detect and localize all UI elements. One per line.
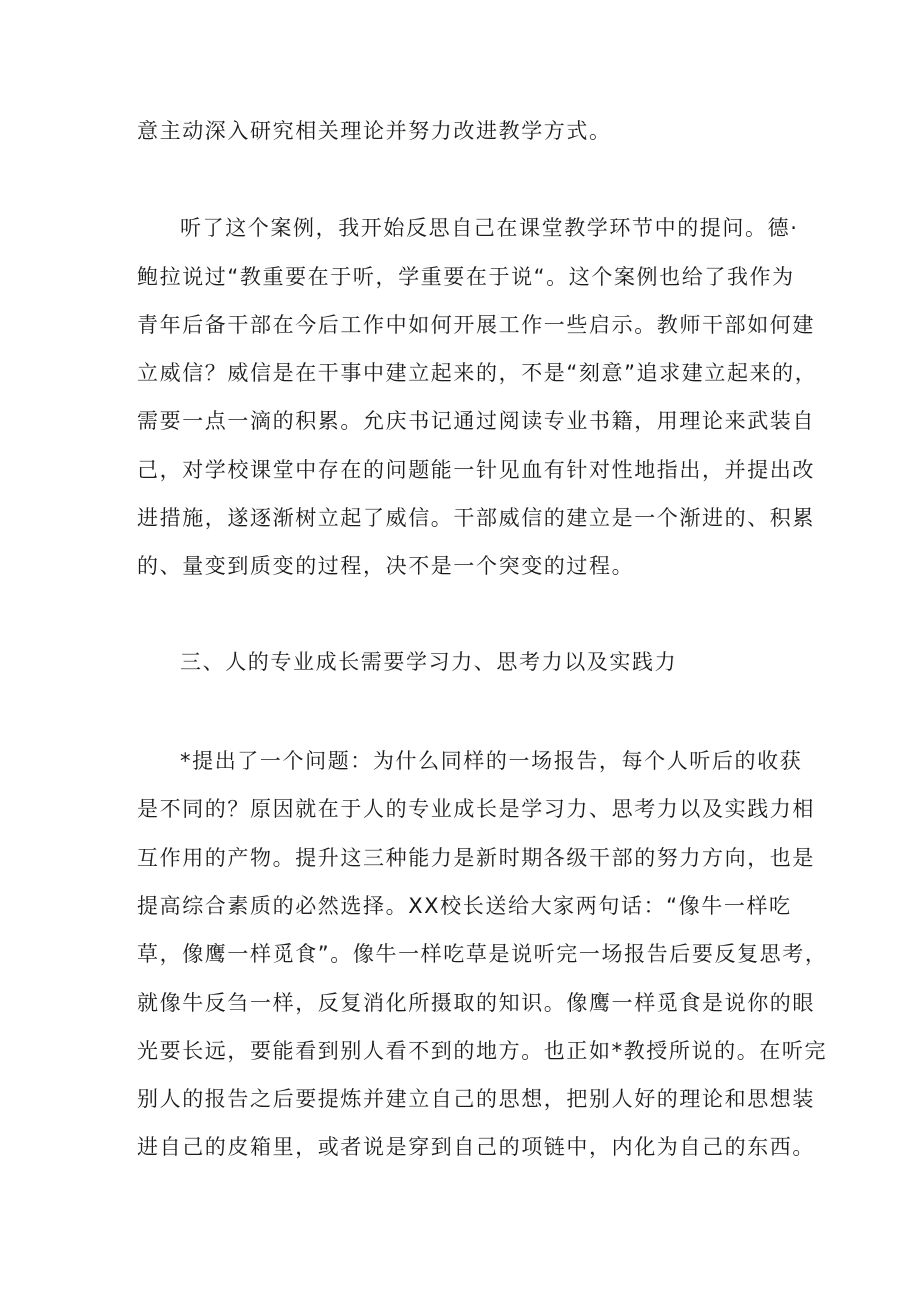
paragraph-2-line-8: 的、量变到质变的过程，决不是一个突变的过程。	[137, 554, 635, 578]
paragraph-3-line-1: *提出了一个问题：为什么同样的一场报告，每个人听后的收获	[180, 749, 803, 773]
paragraph-3-line-3: 互作用的产物。提升这三种能力是新时期各级干部的努力方向，也是	[137, 846, 815, 870]
paragraph-2-line-3: 青年后备干部在今后工作中如何开展工作一些启示。教师干部如何建	[137, 313, 815, 337]
paragraph-2-line-7: 进措施，遂逐渐树立起了威信。干部威信的建立是一个渐进的、积累	[137, 506, 815, 530]
paragraph-3-line-9: 进自己的皮箱里，或者说是穿到自己的项链中，内化为自己的东西。	[137, 1135, 815, 1159]
paragraph-3-line-7: 光要长远，要能看到别人看不到的地方。也正如*教授所说的。在听完	[137, 1039, 828, 1063]
section-heading: 三、人的专业成长需要学习力、思考力以及实践力	[180, 650, 678, 674]
paragraph-3-line-8: 别人的报告之后要提炼并建立自己的思想，把别人好的理论和思想装	[137, 1087, 815, 1111]
paragraph-3-line-6: 就像牛反刍一样，反复消化所摄取的知识。像鹰一样觅食是说你的眼	[137, 991, 815, 1015]
paragraph-2-line-5: 需要一点一滴的积累。允庆书记通过阅读专业书籍，用理论来武装自	[137, 409, 815, 433]
paragraph-2-line-2: 鲍拉说过“教重要在于听，学重要在于说“。这个案例也给了我作为	[137, 265, 795, 289]
paragraph-2-line-4: 立威信？威信是在干事中建立起来的，不是“刻意”追求建立起来的，	[137, 361, 818, 385]
paragraph-3-line-2: 是不同的？原因就在于人的专业成长是学习力、思考力以及实践力相	[137, 797, 815, 821]
paragraph-1-line-1: 意主动深入研究相关理论并努力改进教学方式。	[137, 119, 612, 143]
paragraph-2-line-1: 听了这个案例，我开始反思自己在课堂教学环节中的提问。德·	[180, 216, 799, 240]
paragraph-3-line-4: 提高综合素质的必然选择。XX校长送给大家两句话：“像牛一样吃	[137, 894, 792, 918]
paragraph-3-line-5: 草，像鹰一样觅食”。像牛一样吃草是说听完一场报告后要反复思考，	[137, 942, 828, 966]
paragraph-2-line-6: 己，对学校课堂中存在的问题能一针见血有针对性地指出，并提出改	[137, 458, 815, 482]
